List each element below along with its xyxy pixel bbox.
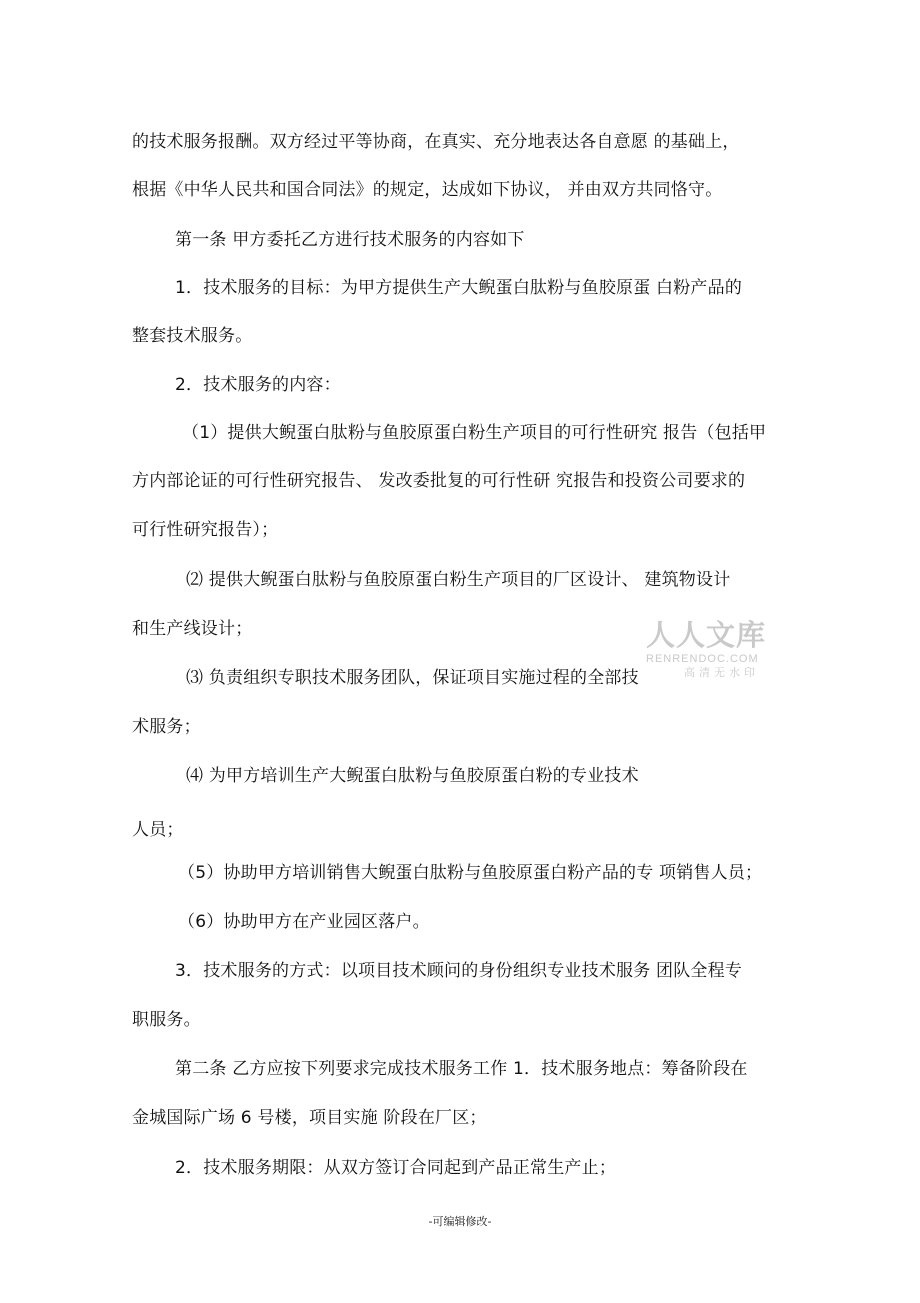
text-line: 方内部论证的可行性研究报告、 发改委批复的可行性研 究报告和投资公司要求的 (132, 471, 746, 491)
watermark-logo (646, 618, 776, 680)
text-line: 和生产线设计； (132, 619, 253, 639)
text-line: 2．技术服务期限：从双方签订合同起到产品正常生产止； (175, 1158, 617, 1178)
watermark-title: 人人文库 (646, 618, 767, 652)
watermark-domain: RENRENDOC.COM (646, 653, 759, 665)
article-heading: 第二条 乙方应按下列要求完成技术服务工作 1．技术服务地点：筹备阶段在 (175, 1059, 748, 1079)
text-line: （5）协助甲方培训销售大鲵蛋白肽粉与鱼胶原蛋白粉产品的专 项销售人员； (178, 863, 763, 883)
text-line: ⑷ 为甲方培训生产大鲵蛋白肽粉与鱼胶原蛋白粉的专业技术 (186, 766, 639, 786)
text-line: ⑶ 负责组织专职技术服务团队，保证项目实施过程的全部技 (186, 668, 639, 688)
text-line: 3．技术服务的方式：以项目技术顾问的身份组织专业技术服务 团队全程专 (175, 961, 743, 981)
text-line: 金城国际广场 6 号楼，项目实施 阶段在厂区； (132, 1108, 487, 1128)
text-line: 职服务。 (132, 1010, 201, 1030)
text-line: （1）提供大鲵蛋白肽粉与鱼胶原蛋白粉生产项目的可行性研究 报告（包括甲 (182, 423, 767, 443)
text-line: 根据《中华人民共和国合同法》的规定，达成如下协议， 并由双方共同恪守。 (132, 180, 723, 200)
text-line: （6）协助甲方在产业园区落户。 (178, 912, 430, 932)
text-line: 1．技术服务的目标：为甲方提供生产大鲵蛋白肽粉与鱼胶原蛋 白粉产品的 (175, 278, 743, 298)
page-footer: -可编辑修改- (428, 1215, 492, 1228)
watermark-subtitle: 高清无水印 (684, 666, 759, 679)
text-line: 可行性研究报告）； (132, 520, 279, 540)
text-line: 术服务； (132, 717, 201, 737)
text-line: 人员； (132, 820, 184, 840)
article-heading: 第一条 甲方委托乙方进行技术服务的内容如下 (175, 230, 525, 250)
text-line: 2．技术服务的内容： (175, 375, 341, 395)
text-line: 整套技术服务。 (132, 326, 253, 346)
text-line: ⑵ 提供大鲵蛋白肽粉与鱼胶原蛋白粉生产项目的厂区设计、 建筑物设计 (186, 570, 731, 590)
text-line: 的技术服务报酬。双方经过平等协商，在真实、充分地表达各自意愿 的基础上， (132, 132, 740, 152)
